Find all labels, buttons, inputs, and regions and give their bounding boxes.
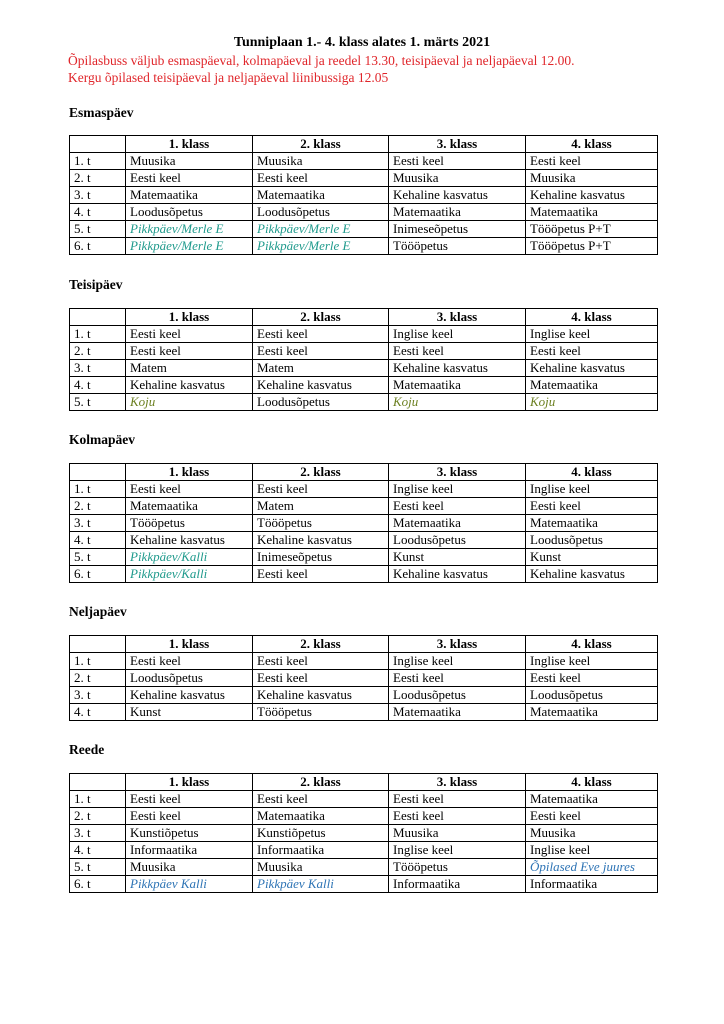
subject-cell: Matemaatika: [526, 791, 658, 808]
subject-cell: Inglise keel: [526, 653, 658, 670]
table-row: [70, 204, 658, 221]
header-row: [70, 136, 658, 153]
subject-cell: Eesti keel: [389, 808, 526, 825]
subject-cell: Informaatika: [253, 842, 389, 859]
subject-cell: Loodusõpetus: [126, 670, 253, 687]
lesson-number: 4. t: [70, 532, 126, 549]
subject-cell: Pikkpäev Kalli: [253, 876, 389, 893]
column-header: 1. klass: [126, 774, 253, 791]
subject-cell: Matemaatika: [389, 377, 526, 394]
subject-cell: Kunst: [389, 549, 526, 566]
subject-cell: Kehaline kasvatus: [389, 566, 526, 583]
lesson-number: 6. t: [70, 566, 126, 583]
subject-cell: Töööpetus P+T: [526, 221, 658, 238]
column-header: 3. klass: [389, 464, 526, 481]
column-header: 2. klass: [253, 636, 389, 653]
subject-cell: Muusika: [126, 153, 253, 170]
table-row: [70, 394, 658, 411]
subject-cell: Matem: [253, 360, 389, 377]
column-header: 2. klass: [253, 309, 389, 326]
lesson-number: 2. t: [70, 170, 126, 187]
table-row: [70, 687, 658, 704]
subject-cell: Informaatika: [389, 876, 526, 893]
subject-cell: Muusika: [526, 825, 658, 842]
subject-cell: Kehaline kasvatus: [126, 532, 253, 549]
subject-cell: Kehaline kasvatus: [126, 377, 253, 394]
subject-cell: Loodusõpetus: [126, 204, 253, 221]
subject-cell: Pikkpäev/Merle E: [126, 238, 253, 255]
subject-cell: Informaatika: [526, 876, 658, 893]
subject-cell: Eesti keel: [126, 326, 253, 343]
column-header: 3. klass: [389, 774, 526, 791]
subject-cell: Kehaline kasvatus: [126, 687, 253, 704]
subject-cell: Eesti keel: [253, 481, 389, 498]
bus-notice: Õpilasbuss väljub esmaspäeval, kolmapäeval ja reedel 13.30, teisipäeval ja neljapäeval 12.00.: [68, 53, 575, 68]
subject-cell: Loodusõpetus: [526, 532, 658, 549]
table-row: [70, 549, 658, 566]
lesson-number: 1. t: [70, 153, 126, 170]
subject-cell: Eesti keel: [526, 153, 658, 170]
subject-cell: Inglise keel: [526, 326, 658, 343]
header-row: [70, 774, 658, 791]
table-row: [70, 859, 658, 876]
column-header: 1. klass: [126, 464, 253, 481]
column-header: 4. klass: [526, 464, 658, 481]
column-header: 2. klass: [253, 774, 389, 791]
subject-cell: Matemaatika: [253, 808, 389, 825]
subject-cell: Eesti keel: [389, 791, 526, 808]
column-header: 4. klass: [526, 636, 658, 653]
subject-cell: Kehaline kasvatus: [526, 187, 658, 204]
subject-cell: Muusika: [389, 825, 526, 842]
lesson-number: 5. t: [70, 549, 126, 566]
subject-cell: Inimeseõpetus: [389, 221, 526, 238]
subject-cell: Matemaatika: [126, 498, 253, 515]
subject-cell: Muusika: [389, 170, 526, 187]
subject-cell: Töööpetus: [253, 515, 389, 532]
day-heading-reede: Reede: [69, 742, 105, 757]
subject-cell: Kunstiõpetus: [253, 825, 389, 842]
table-row: [70, 842, 658, 859]
table-row: [70, 153, 658, 170]
kergu-notice: Kergu õpilased teisipäeval ja neljapäeval liinibussiga 12.05: [68, 70, 389, 85]
lesson-number: 6. t: [70, 238, 126, 255]
subject-cell: Eesti keel: [253, 326, 389, 343]
subject-cell: Eesti keel: [126, 481, 253, 498]
subject-cell: Eesti keel: [126, 791, 253, 808]
day-heading-neljapaev: Neljapäev: [69, 604, 127, 619]
subject-cell: Matemaatika: [526, 204, 658, 221]
table-row: [70, 481, 658, 498]
lesson-number: 2. t: [70, 670, 126, 687]
table-row: [70, 825, 658, 842]
subject-cell: Loodusõpetus: [389, 687, 526, 704]
subject-cell: Matem: [253, 498, 389, 515]
subject-cell: Kehaline kasvatus: [253, 687, 389, 704]
subject-cell: Eesti keel: [389, 670, 526, 687]
column-header: 1. klass: [126, 309, 253, 326]
subject-cell: Pikkpäev/Merle E: [253, 221, 389, 238]
subject-cell: Kehaline kasvatus: [253, 532, 389, 549]
day-heading-kolmapaev: Kolmapäev: [69, 432, 135, 447]
subject-cell: Eesti keel: [253, 343, 389, 360]
subject-cell: Matemaatika: [389, 704, 526, 721]
subject-cell: Eesti keel: [126, 343, 253, 360]
day-heading-esmaspaev: Esmaspäev: [69, 105, 134, 120]
subject-cell: Töööpetus: [389, 238, 526, 255]
subject-cell: Kehaline kasvatus: [526, 360, 658, 377]
subject-cell: Eesti keel: [526, 808, 658, 825]
subject-cell: Koju: [389, 394, 526, 411]
subject-cell: Muusika: [253, 859, 389, 876]
table-row: [70, 566, 658, 583]
column-header: 3. klass: [389, 309, 526, 326]
subject-cell: Õpilased Eve juures: [526, 859, 658, 876]
table-row: [70, 377, 658, 394]
subject-cell: Inglise keel: [389, 326, 526, 343]
lesson-number: 5. t: [70, 859, 126, 876]
subject-cell: Eesti keel: [253, 566, 389, 583]
subject-cell: Pikkpäev/Kalli: [126, 549, 253, 566]
table-row: [70, 326, 658, 343]
header-corner: [70, 309, 126, 326]
subject-cell: Eesti keel: [126, 808, 253, 825]
column-header: 4. klass: [526, 136, 658, 153]
subject-cell: Matemaatika: [126, 187, 253, 204]
lesson-number: 2. t: [70, 498, 126, 515]
subject-cell: Koju: [526, 394, 658, 411]
page-title: Tunniplaan 1.- 4. klass alates 1. märts 2021: [233, 35, 491, 50]
subject-cell: Informaatika: [126, 842, 253, 859]
subject-cell: Matem: [126, 360, 253, 377]
day-heading-teisipaev: Teisipäev: [69, 277, 123, 292]
subject-cell: Eesti keel: [253, 670, 389, 687]
subject-cell: Eesti keel: [389, 498, 526, 515]
lesson-number: 5. t: [70, 221, 126, 238]
column-header: 4. klass: [526, 774, 658, 791]
subject-cell: Töööpetus P+T: [526, 238, 658, 255]
subject-cell: Inglise keel: [389, 842, 526, 859]
subject-cell: Eesti keel: [126, 653, 253, 670]
table-row: [70, 670, 658, 687]
column-header: 4. klass: [526, 309, 658, 326]
subject-cell: Koju: [126, 394, 253, 411]
subject-cell: Eesti keel: [389, 153, 526, 170]
subject-cell: Loodusõpetus: [253, 394, 389, 411]
subject-cell: Töööpetus: [389, 859, 526, 876]
column-header: 3. klass: [389, 636, 526, 653]
table-row: [70, 808, 658, 825]
subject-cell: Inglise keel: [526, 481, 658, 498]
lesson-number: 3. t: [70, 360, 126, 377]
header-corner: [70, 636, 126, 653]
table-row: [70, 170, 658, 187]
subject-cell: Pikkpäev/Merle E: [126, 221, 253, 238]
lesson-number: 2. t: [70, 808, 126, 825]
lesson-number: 1. t: [70, 791, 126, 808]
subject-cell: Matemaatika: [526, 515, 658, 532]
lesson-number: 4. t: [70, 704, 126, 721]
subject-cell: Loodusõpetus: [389, 532, 526, 549]
table-row: [70, 221, 658, 238]
lesson-number: 4. t: [70, 204, 126, 221]
subject-cell: Eesti keel: [389, 343, 526, 360]
subject-cell: Matemaatika: [389, 204, 526, 221]
lesson-number: 4. t: [70, 377, 126, 394]
column-header: 2. klass: [253, 136, 389, 153]
subject-cell: Muusika: [253, 153, 389, 170]
lesson-number: 3. t: [70, 687, 126, 704]
column-header: 3. klass: [389, 136, 526, 153]
lesson-number: 1. t: [70, 653, 126, 670]
subject-cell: Inglise keel: [526, 842, 658, 859]
column-header: 2. klass: [253, 464, 389, 481]
subject-cell: Eesti keel: [526, 670, 658, 687]
column-header: 1. klass: [126, 136, 253, 153]
timetable-neljapaev: [69, 635, 658, 721]
subject-cell: Kehaline kasvatus: [389, 187, 526, 204]
subject-cell: Kehaline kasvatus: [389, 360, 526, 377]
subject-cell: Loodusõpetus: [526, 687, 658, 704]
table-row: [70, 498, 658, 515]
subject-cell: Kunstiõpetus: [126, 825, 253, 842]
subject-cell: Muusika: [126, 859, 253, 876]
lesson-number: 1. t: [70, 481, 126, 498]
table-row: [70, 704, 658, 721]
lesson-number: 5. t: [70, 394, 126, 411]
table-row: [70, 238, 658, 255]
header-row: [70, 464, 658, 481]
table-row: [70, 653, 658, 670]
timetable-kolmapaev: [69, 463, 658, 583]
subject-cell: Eesti keel: [253, 653, 389, 670]
subject-cell: Matemaatika: [526, 377, 658, 394]
subject-cell: Inglise keel: [389, 481, 526, 498]
subject-cell: Matemaatika: [526, 704, 658, 721]
timetable-teisipaev: [69, 308, 658, 411]
subject-cell: Kehaline kasvatus: [253, 377, 389, 394]
table-row: [70, 515, 658, 532]
subject-cell: Pikkpäev Kalli: [126, 876, 253, 893]
subject-cell: Loodusõpetus: [253, 204, 389, 221]
timetable-reede: [69, 773, 658, 893]
subject-cell: Töööpetus: [253, 704, 389, 721]
lesson-number: 6. t: [70, 876, 126, 893]
column-header: 1. klass: [126, 636, 253, 653]
table-row: [70, 791, 658, 808]
header-corner: [70, 464, 126, 481]
header-corner: [70, 774, 126, 791]
subject-cell: Eesti keel: [526, 343, 658, 360]
header-row: [70, 309, 658, 326]
subject-cell: Töööpetus: [126, 515, 253, 532]
table-row: [70, 360, 658, 377]
subject-cell: Kehaline kasvatus: [526, 566, 658, 583]
subject-cell: Inglise keel: [389, 653, 526, 670]
lesson-number: 3. t: [70, 515, 126, 532]
timetable-esmaspaev: [69, 135, 658, 255]
subject-cell: Kunst: [126, 704, 253, 721]
subject-cell: Eesti keel: [126, 170, 253, 187]
subject-cell: Kunst: [526, 549, 658, 566]
lesson-number: 3. t: [70, 825, 126, 842]
table-row: [70, 532, 658, 549]
subject-cell: Pikkpäev/Merle E: [253, 238, 389, 255]
subject-cell: Matemaatika: [389, 515, 526, 532]
subject-cell: Muusika: [526, 170, 658, 187]
table-row: [70, 343, 658, 360]
subject-cell: Eesti keel: [253, 170, 389, 187]
lesson-number: 3. t: [70, 187, 126, 204]
lesson-number: 2. t: [70, 343, 126, 360]
subject-cell: Pikkpäev/Kalli: [126, 566, 253, 583]
table-row: [70, 876, 658, 893]
lesson-number: 1. t: [70, 326, 126, 343]
subject-cell: Eesti keel: [526, 498, 658, 515]
subject-cell: Matemaatika: [253, 187, 389, 204]
lesson-number: 4. t: [70, 842, 126, 859]
subject-cell: Eesti keel: [253, 791, 389, 808]
header-row: [70, 636, 658, 653]
subject-cell: Inimeseõpetus: [253, 549, 389, 566]
header-corner: [70, 136, 126, 153]
table-row: [70, 187, 658, 204]
